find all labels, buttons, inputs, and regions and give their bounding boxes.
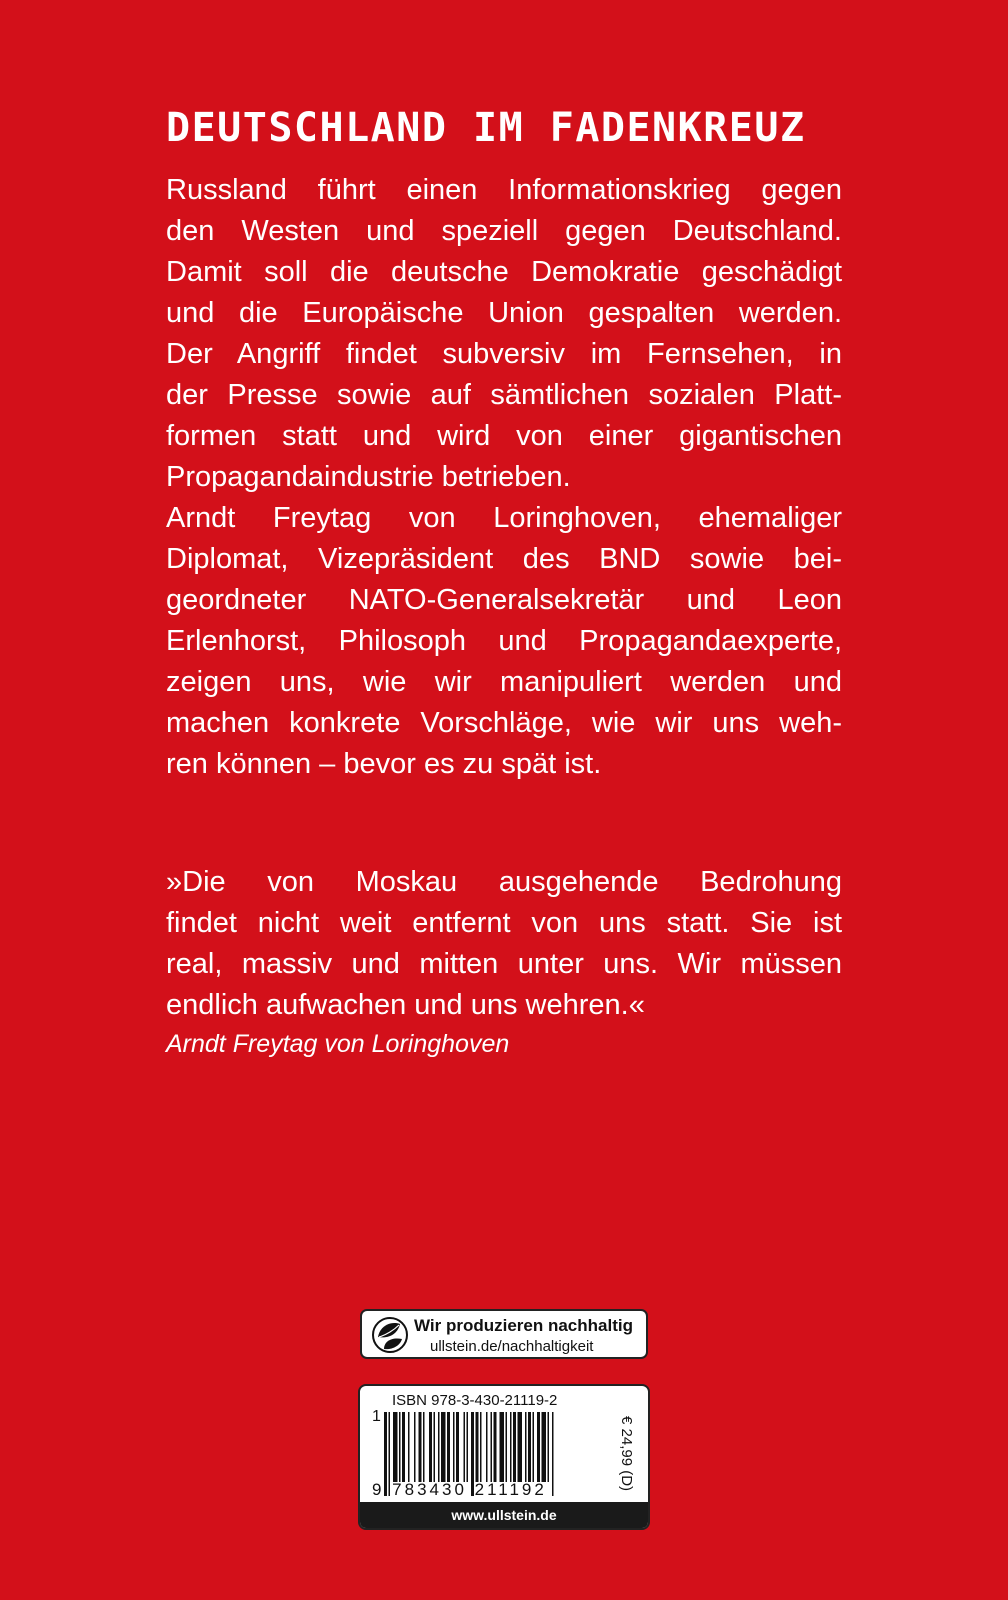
sustainability-url: ullstein.de/nachhaltigkeit — [430, 1338, 594, 1355]
blurb-line: Russland führt einen Informationskrieg gegen — [166, 174, 842, 206]
blurb-text — [166, 170, 842, 785]
blurb-line: Damit soll die deutsche Demokratie geschädigt — [166, 256, 842, 288]
blurb-line: den Westen und speziell gegen Deutschland. — [166, 215, 842, 247]
isbn-label: ISBN 978-3-430-21119-2 — [392, 1392, 558, 1409]
quote-author: Arndt Freytag von Loringhoven — [166, 1030, 510, 1058]
barcode-box — [358, 1384, 650, 1530]
blurb-line: ren können – bevor es zu spät ist. — [166, 748, 602, 780]
blurb-line: geordneter NATO-Generalsekretär und Leon — [166, 584, 842, 616]
blurb-line: der Presse sowie auf sämtlichen sozialen Platt- — [166, 379, 842, 411]
sustainability-badge — [360, 1309, 648, 1359]
barcode-lead-digit: 1 — [372, 1408, 381, 1425]
blurb-line: zeigen uns, wie wir manipuliert werden und — [166, 666, 842, 698]
headline: DEUTSCHLAND IM FADENKREUZ — [166, 105, 806, 151]
blurb-line: Propagandaindustrie betrieben. — [166, 461, 571, 493]
quote-line: endlich aufwachen und uns wehren.« — [166, 989, 645, 1021]
quote-text — [166, 862, 842, 1026]
blurb-line: machen konkrete Vorschläge, wie wir uns weh- — [166, 707, 842, 739]
sustainability-title: Wir produzieren nachhaltig — [414, 1316, 633, 1335]
barcode-digits: 9 783430 211192 — [372, 1480, 547, 1499]
publisher-website: www.ullstein.de — [360, 1502, 648, 1528]
blurb-line: und die Europäische Union gespalten werden. — [166, 297, 842, 329]
blurb-line: Erlenhorst, Philosoph und Propagandaexperte, — [166, 625, 842, 657]
price-label: € 24,99 (D) — [618, 1416, 635, 1492]
blurb-line: Diplomat, Vizepräsident des BND sowie bei- — [166, 543, 842, 575]
blurb-line: Der Angriff findet subversiv im Fernsehen, in — [166, 338, 842, 370]
quote-line: real, massiv und mitten unter uns. Wir müssen — [166, 948, 842, 980]
blurb-line: Arndt Freytag von Loringhoven, ehemaliger — [166, 502, 842, 534]
quote-line: »Die von Moskau ausgehende Bedrohung — [166, 866, 842, 898]
quote-line: findet nicht weit entfernt von uns statt. Sie ist — [166, 907, 842, 939]
leaf-icon — [370, 1315, 410, 1355]
blurb-line: formen statt und wird von einer gigantischen — [166, 420, 842, 452]
